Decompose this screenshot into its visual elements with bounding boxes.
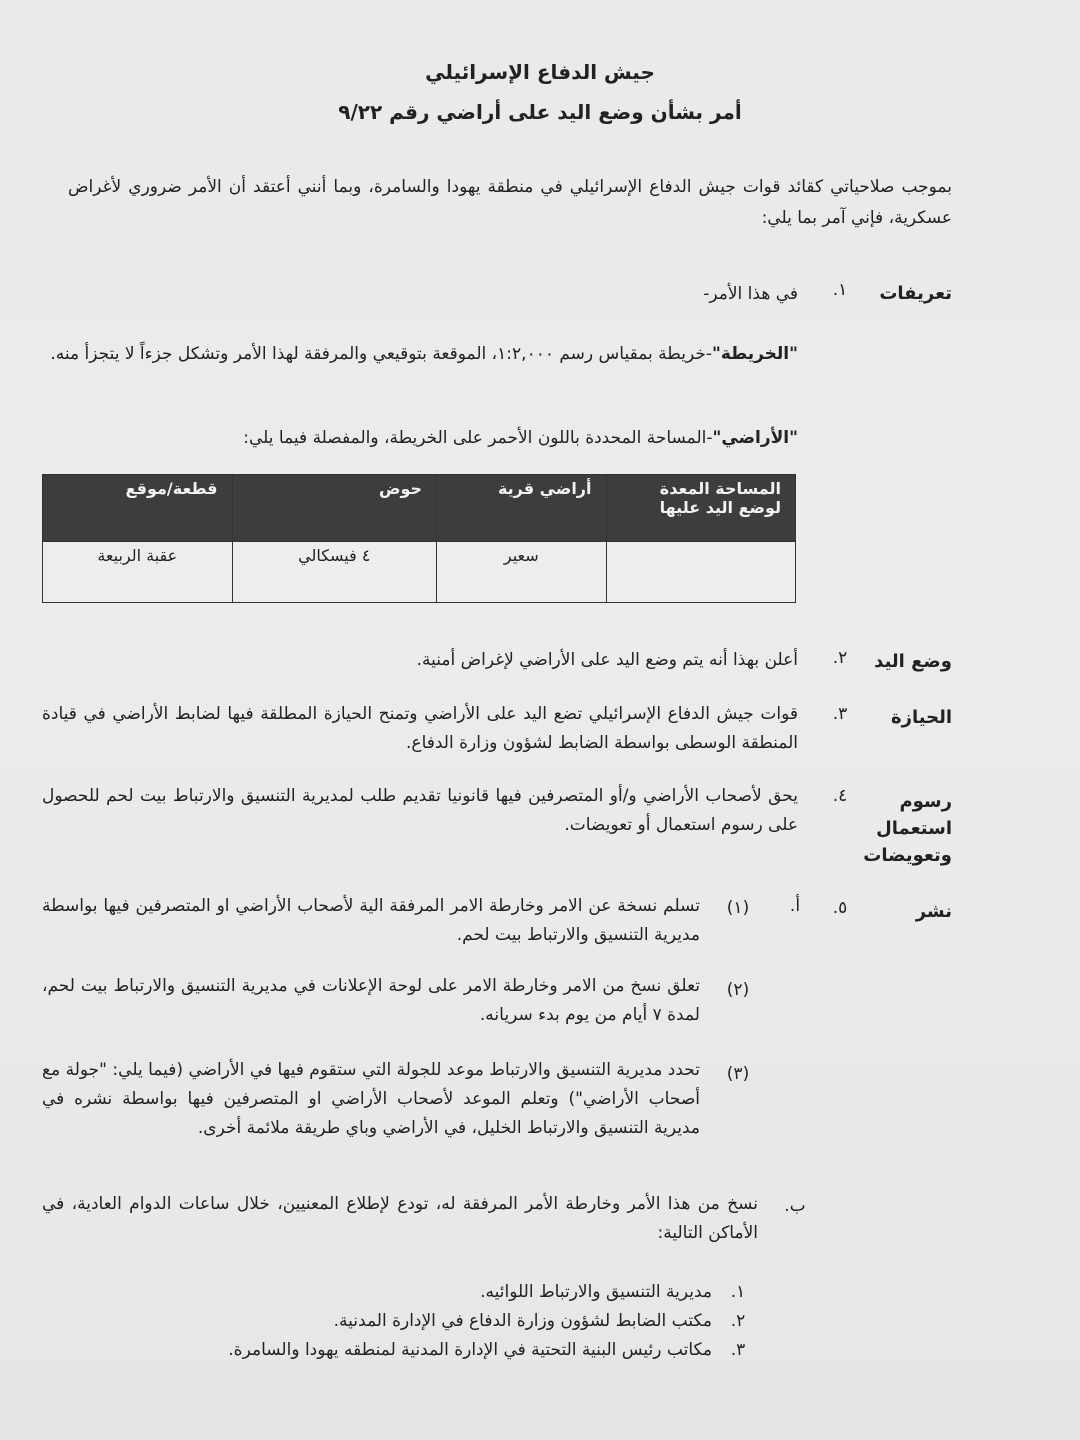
map-definition [42,340,798,369]
order-title: أمر بشأن وضع اليد على أراضي رقم ٩/٢٢ [338,100,742,124]
item-number: (٣) [726,1064,750,1084]
table-header-cell: حوض [232,475,437,542]
place-number: ١. [730,1282,746,1302]
place-number: ٢. [730,1311,746,1331]
table-header-row [43,475,796,542]
section-number: ٢. [832,648,848,668]
table-cell: سعير [437,542,606,603]
table-cell: عقبة الربيعة [43,542,233,603]
table-cell [606,542,796,603]
lands-table [42,474,796,603]
map-definition-text: -خريطة بمقياس رسم ١:٢,٠٠٠، الموقعة بتوقيعي والمرفقة لهذا الأمر وتشكل جزءاً لا يتجزأ منه. [50,344,712,364]
section-number: ٤. [832,786,848,806]
item-text: تسلم نسخة عن الامر وخارطة الامر المرفقة الية لأصحاب الأراضي او المتصرفين فيها بواسطة مديرية التنسيق والارتباط بيت لحم. [42,896,700,945]
table-row [43,542,796,603]
section-heading-seizure: وضع اليد [874,651,952,672]
section-heading-possession: الحيازة [891,707,952,728]
section-text: يحق لأصحاب الأراضي و/أو المتصرفين فيها قانونيا تقديم طلب لمديرية التنسيق والارتباط بيت لحم للحصول على رسوم استعمال أو تعويضات. [42,786,798,835]
section-text: في هذا الأمر- [703,284,798,304]
table-cell: ٤ فيسكالي [232,542,437,603]
section-number: ١. [832,280,848,300]
section-text: أعلن بهذا أنه يتم وضع اليد على الأراضي لإغراض أمنية. [416,650,798,670]
subsection-a-label: أ. [789,896,801,916]
item-text: تعلق نسخ من الامر وخارطة الامر على لوحة الإعلانات في مديرية التنسيق والارتباط بيت لحم، لمدة ٧ أيام من يوم بدء سريانه. [42,976,700,1025]
document-org-title: جيش الدفاع الإسرائيلي [425,60,655,84]
section-text: قوات جيش الدفاع الإسرائيلي تضع اليد على الأراضي وتمنح الحيازة المطلقة فيها لضابط الأراضي في قيادة المنطقة الوسطى بواسطة الضابط لشؤون وزارة الدفاع. [42,704,798,753]
place-text: مكاتب رئيس البنية التحتية في الإدارة المدنية لمنطقه يهودا والسامرة. [228,1340,712,1360]
table-header-cell: قطعة/موقع [43,475,233,542]
item-number: (٢) [726,980,750,1000]
section-heading-definitions: تعريفات [879,283,952,304]
lands-definition-text: -المساحة المحددة باللون الأحمر على الخريطة، والمفصلة فيما يلي: [243,428,713,448]
map-term: "الخريطة" [711,344,798,364]
intro-paragraph: بموجب صلاحياتي كقائد قوات جيش الدفاع الإسرائيلي في منطقة يهودا والسامرة، وبما أنني أعتقد أن الأمر ضروري لأغراض عسكرية، فإني آمر بما يلي: [68,177,952,228]
lands-term: "الأراضي" [712,428,798,448]
place-number: ٣. [730,1340,746,1360]
table-header-cell: أراضي قرية [437,475,606,542]
table-header-cell: المساحة المعدة لوضع اليد عليها [606,475,796,542]
item-text: تحدد مديرية التنسيق والارتباط موعد للجولة التي ستقوم فيها في الأراضي (فيما يلي: "جولة مع أصحاب الأراضي") وتعلم الموعد لأصحاب الأراضي او المتصرفين فيها بواسطة نشره في مديرية التنسيق والارتباط الخليل، في الأراضي وباي طريقة ملائمة أخرى. [42,1060,700,1138]
place-text: مديرية التنسيق والارتباط اللوائيه. [480,1282,712,1302]
section-number: ٣. [832,704,848,724]
section-heading-publication: نشر [915,901,952,922]
place-text: مكتب الضابط لشؤون وزارة الدفاع في الإدارة المدنية. [333,1311,712,1331]
lands-definition [42,424,798,453]
section-number: ٥. [832,898,848,918]
subsection-b-text: نسخ من هذا الأمر وخارطة الأمر المرفقة له، تودع لإطلاع المعنيين، خلال ساعات الدوام العادية، في الأماكن التالية: [42,1194,758,1243]
subsection-b-label: ب. [784,1196,806,1216]
item-number: (١) [726,898,750,918]
section-heading-fees: رسوم استعمال وتعويضات [863,791,952,866]
